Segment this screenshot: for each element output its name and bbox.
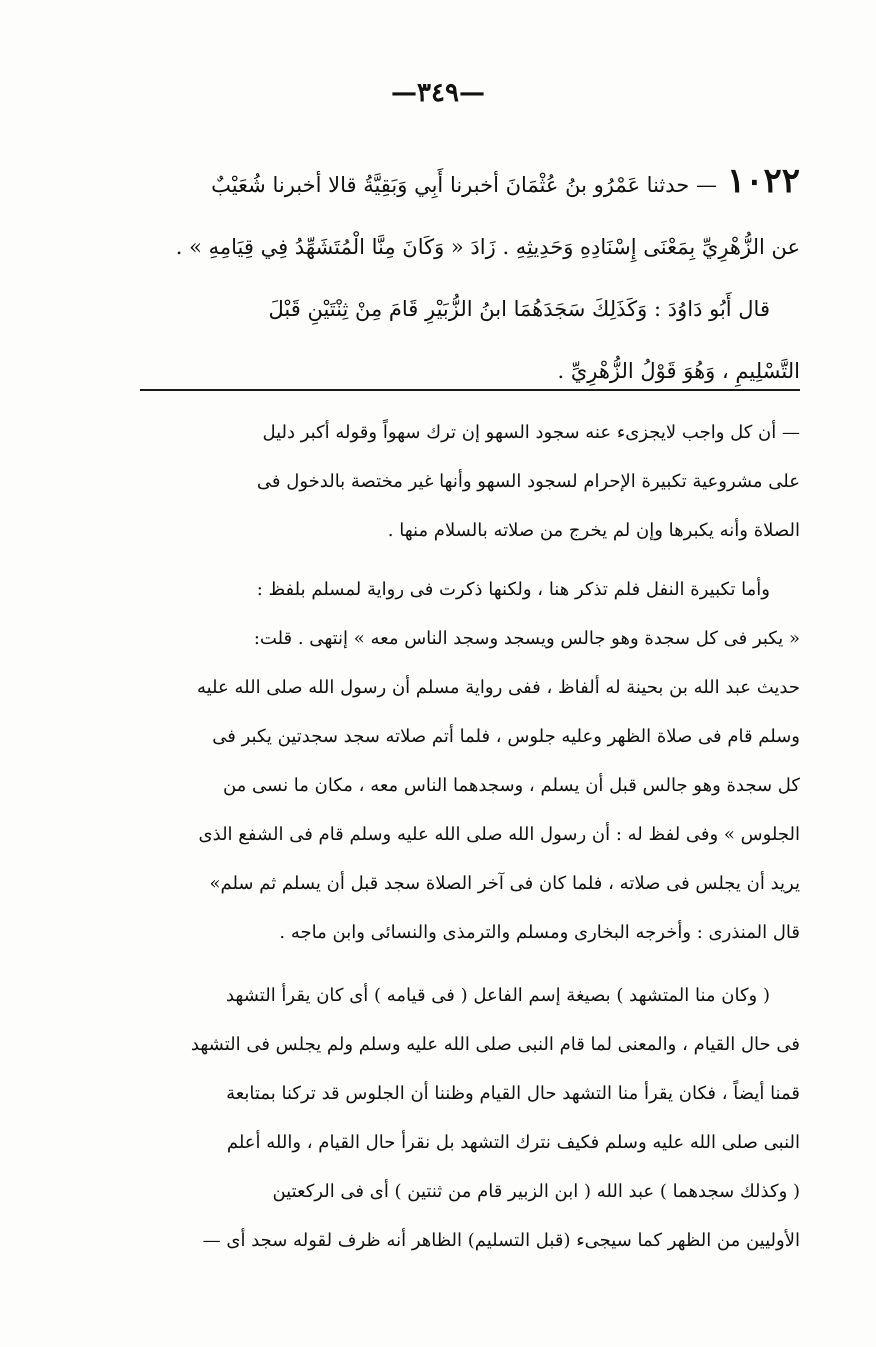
commentary-line: قمنا أيضاً ، فكان يقرأ منا التشهد حال القيام وظننا أن الجلوس قد تركنا بمتابعة: [226, 1083, 800, 1104]
commentary-line: ( وكذلك سجدهما ) عبد الله ( ابن الزبير قام من ثنتين ) أى فى الركعتين: [272, 1181, 800, 1202]
hadith-line: [130, 150, 800, 216]
commentary-line: وسلم قام فى صلاة الظهر وعليه جلوس ، فلما أتم صلاته سجد سجدتين يكبر فى: [212, 726, 800, 747]
commentary-text: [136, 408, 800, 1265]
hadith-line: قال أَبُو دَاوُدَ : وَكَذَلِكَ سَجَدَهُمَا ابنُ الزُّبَيْرِ قَامَ مِنْ ثِنْتَيْنِ قَبْلَ: [268, 297, 770, 321]
commentary-line: ( وكان منا المتشهد ) بصيغة إسم الفاعل ( فى قيامه ) أى كان يقرأ التشهد: [225, 985, 770, 1006]
commentary-line: — أن كل واجب لايجزىء عنه سجود السهو إن ترك سهواً وقوله أكبر دليل: [262, 422, 800, 443]
commentary-line: النبى صلى الله عليه وسلم فكيف نترك التشهد بل نقرأ حال القيام ، والله أعلم: [226, 1132, 800, 1153]
commentary-line: على مشروعية تكبيرة الإحرام لسجود السهو وأنها غير مختصة بالدخول فى: [256, 471, 800, 492]
hadith-line: عن الزُّهْرِيِّ بِمَعْنَى إِسْنَادِهِ وَحَدِيثِهِ . زَادَ « وَكَانَ مِنَّا الْمُتَشَهِّدُ فِي قِيَامِهِ » .: [175, 235, 800, 259]
hadith-line: التَّسْلِيمِ ، وَهُوَ قَوْلُ الزُّهْرِيِّ .: [557, 359, 800, 383]
paragraph-gap: [136, 957, 800, 971]
commentary-line: فى حال القيام ، والمعنى لما قام النبى صلى الله عليه وسلم ولم يجلس فى التشهد: [190, 1034, 800, 1055]
hadith-number: ١٠٢٢: [726, 161, 800, 201]
commentary-line: يريد أن يجلس فى صلاته ، فلما كان فى آخر الصلاة سجد قبل أن يسلم ثم سلم»: [209, 873, 800, 894]
page-number: —٣٤٩—: [391, 78, 485, 108]
footnote-separator: [140, 389, 800, 391]
commentary-line: وأما تكبيرة النفل فلم تذكر هنا ، ولكنها ذكرت فى رواية لمسلم بلفظ :: [256, 579, 770, 600]
hadith-text: [130, 150, 800, 402]
commentary-line: « يكبر فى كل سجدة وهو جالس ويسجد وسجد الناس معه » إنتهى . قلت:: [253, 628, 800, 649]
hadith-line-text: — حدثنا عَمْرُو بنُ عُثْمَانَ أخبرنا أَبِي وَبَقِيَّةُ قالا أخبرنا شُعَيْبٌ: [211, 173, 717, 197]
commentary-line: قال المنذرى : وأخرجه البخارى ومسلم والترمذى والنسائى وابن ماجه .: [279, 922, 800, 943]
commentary-line: كل سجدة وهو جالس قبل أن يسلم ، وسجدهما الناس معه ، مكان ما نسى من: [222, 775, 800, 796]
commentary-line: حديث عبد الله بن بحينة له ألفاظ ، ففى رواية مسلم أن رسول الله صلى الله عليه: [196, 677, 800, 698]
paragraph-gap: [136, 555, 800, 565]
commentary-line: الجلوس » وفى لفظ له : أن رسول الله صلى الله عليه وسلم قام فى الشفع الذى: [198, 824, 800, 845]
commentary-line: الصلاة وأنه يكبرها وإن لم يخرج من صلاته بالسلام منها .: [387, 520, 800, 541]
commentary-line: الأوليين من الظهر كما سيجىء (قبل التسليم) الظاهر أنه ظرف لقوله سجد أى —: [202, 1230, 800, 1251]
